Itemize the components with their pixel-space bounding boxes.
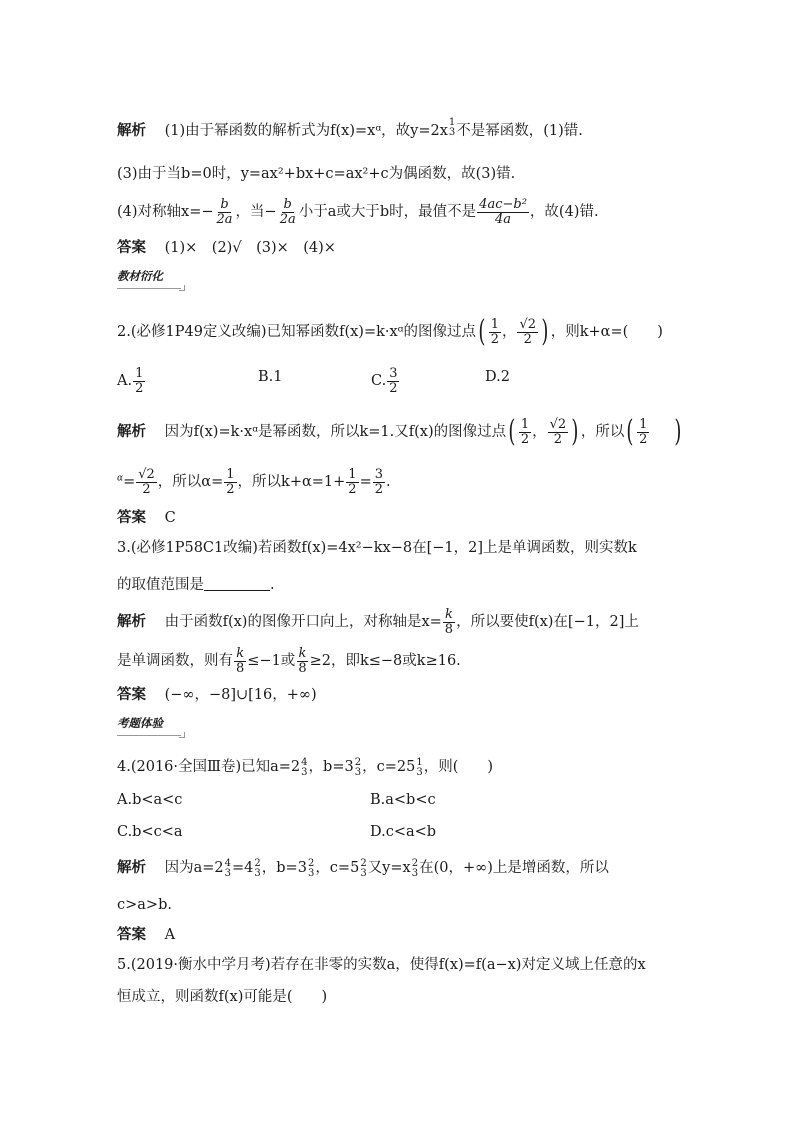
analysis-text: ，故(4)错. [529, 204, 599, 221]
analysis-text: 小于a或大于b时，最值不是 [298, 204, 477, 221]
analysis-2-line-1: 解析 因为f(x)=k·xᵅ是幂函数，所以k=1.又f(x)的图像过点( $\frac{1}{2}$ ， $\frac{√2}{2}$ ) ，所以( $\frac{1}{2}$ ) [117, 414, 682, 450]
analysis-text: ，所以k+α=1+ [237, 474, 346, 491]
exponent: 1 3 [448, 117, 456, 138]
section-heading: 教材衍化 [117, 268, 163, 284]
analysis-3-line-2: 是单调函数，则有 $\frac{k}{8}$ ≤−1或 $\frac{k}{8}$ ≥2，即k≤−8或k≥16. [117, 646, 461, 676]
question-5-line-2: 恒成立，则函数f(x)可能是( ) [117, 989, 328, 1005]
answer-label: 答案 [117, 510, 146, 526]
analysis-label: 解析 [117, 424, 146, 441]
section-heading: 考题体验 [117, 715, 163, 731]
analysis-1-line-1 [117, 118, 583, 141]
analysis-text: 由于函数f(x)的图像开口向上，对称轴是x= [164, 614, 442, 631]
analysis-text: ，所以 [580, 424, 625, 441]
analysis-1-line-3: (3)由于当b=0时，y=ax²+bx+c=ax²+c为偶函数，故(3)错. [117, 166, 516, 182]
answer-blank[interactable] [204, 576, 270, 591]
analysis-text: ，所以α= [157, 474, 224, 491]
answer-3 [117, 685, 317, 705]
fraction: $\frac{\text{4ac−b²}}{4a}$ [479, 197, 527, 227]
answer-text: A [164, 927, 176, 943]
analysis-4-line-1: 解析 因为a=2 4 3 =4 2 3 ，b=3 2 3 ，c=5 2 3 又y=x 2 3 在(0，+∞)上是增函数，所以 [117, 858, 609, 879]
fraction: $\frac{b}{2a}$ [279, 197, 296, 227]
option-b[interactable]: B.a<b<c [370, 792, 436, 808]
question-2-stem: 2.(必修1P49定义改编)已知幂函数f(x)=k·xᵅ的图像过点( $\frac{1}{2}$ ， $\frac{√2}{2}$ ) ，则k+α=( ) [117, 314, 663, 350]
fraction: $\frac{1}{2}$ [490, 317, 499, 347]
answer-label: 答案 [117, 240, 146, 256]
answer-1 [117, 238, 336, 258]
analysis-1-line-4 [117, 198, 599, 226]
analysis-text: 因为f(x)=k·xᵅ是幂函数，所以k=1.又f(x)的图像过点 [164, 424, 507, 441]
fraction: $\frac{b}{2a}$ [216, 197, 233, 227]
analysis-3-line-1: 解析 由于函数f(x)的图像开口向上，对称轴是x= $\frac{k}{8}$ ，所以要使f(x)在[−1，2]上 [117, 607, 639, 637]
question-3-line-1: 3.(必修1P58C1改编)若函数f(x)=4x²−kx−8在[−1，2]上是单调函数，则实数k [117, 540, 637, 556]
fraction: $\frac{√2}{2}$ [519, 317, 537, 347]
option-c[interactable]: C. $\frac{3}{2}$ [371, 366, 398, 396]
option-a[interactable]: A.b<a<c [117, 792, 183, 808]
question-4-stem: 4.(2016·全国Ⅲ卷)已知a=2 4 3 ，b=3 2 3 ，c=25 1 3 ，则( ) [117, 757, 494, 778]
answer-4 [117, 925, 175, 945]
analysis-text: 是单调函数，则有 [117, 653, 233, 670]
answer-text: C [164, 510, 176, 526]
answer-label: 答案 [117, 687, 146, 703]
question-3-line-2: 的取值范围是 . [117, 577, 275, 593]
answer-text: (1)× (2)√ (3)× (4)× [164, 240, 336, 256]
analysis-label: 解析 [117, 123, 146, 139]
analysis-2-line-2: $^\alpha$= $\frac{√2}{2}$ ，所以α= $\frac{1}{2}$ ，所以k+α=1+ $\frac{1}{2}$ = $\frac{3}{2}$ . [117, 467, 391, 497]
answer-text: (−∞，−8]∪[16，+∞) [164, 687, 317, 703]
answer-2 [117, 508, 176, 528]
analysis-text: (4)对称轴x=− [117, 204, 214, 221]
option-b[interactable]: B.1 [258, 369, 283, 385]
analysis-text: (1)由于幂函数的解析式为f(x)=xᵅ，故y=2x [164, 123, 448, 139]
option-d[interactable]: D.c<a<b [370, 824, 437, 840]
option-c[interactable]: C.b<c<a [117, 824, 183, 840]
analysis-text: 不是幂函数，(1)错. [456, 123, 583, 139]
answer-label: 答案 [117, 927, 146, 943]
question-5-line-1: 5.(2019·衡水中学月考)若存在非零的实数a，使得f(x)=f(a−x)对定义域上任意的x [117, 957, 646, 973]
question-text: 2.(必修1P49定义改编)已知幂函数f(x)=k·xᵅ的图像过点 [117, 324, 476, 341]
analysis-text: ，所以要使f(x)在[−1，2]上 [456, 614, 639, 631]
option-d[interactable]: D.2 [485, 369, 510, 385]
question-text: ，则k+α=( ) [550, 324, 663, 341]
analysis-label: 解析 [117, 614, 146, 631]
analysis-label: 解析 [117, 860, 146, 876]
question-text: 4.(2016·全国Ⅲ卷)已知a=2 [117, 759, 301, 775]
option-a[interactable]: A. $\frac{1}{2}$ [117, 366, 144, 396]
question-text: 的取值范围是 [117, 577, 204, 593]
analysis-text: ，当− [235, 204, 277, 221]
analysis-4-line-2: c>a>b. [117, 897, 172, 913]
